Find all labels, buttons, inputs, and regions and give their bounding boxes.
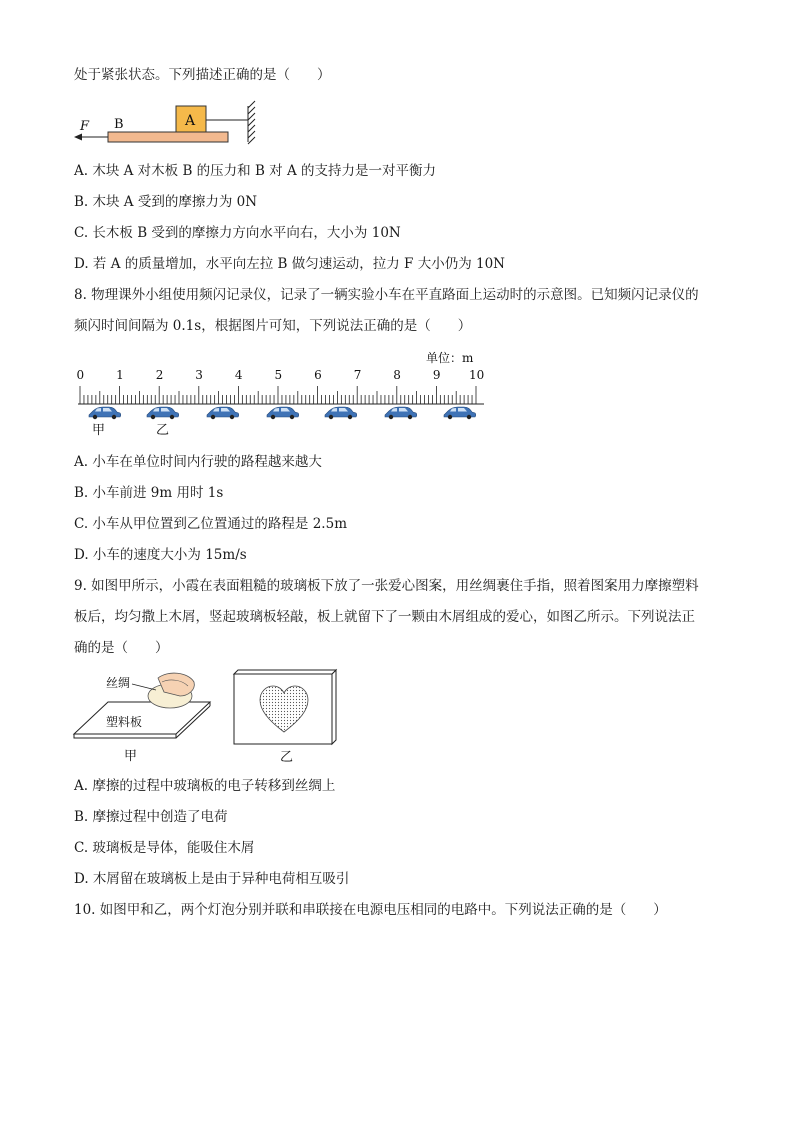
hand-with-silk bbox=[148, 673, 194, 708]
glass-plate-side bbox=[332, 670, 336, 744]
q9-figure-jia bbox=[72, 668, 214, 764]
q8-option-d: D. 小车的速度大小为 15m/s bbox=[74, 547, 247, 563]
q8-option-a: A. 小车在单位时间内行驶的路程越来越大 bbox=[74, 454, 322, 470]
label-a: A bbox=[185, 113, 196, 129]
q9-option-d: D. 木屑留在玻璃板上是由于异种电荷相互吸引 bbox=[74, 871, 350, 887]
label-jia: 甲 bbox=[92, 423, 106, 438]
unit-label: 单位：m bbox=[426, 351, 474, 365]
force-arrow-head bbox=[74, 134, 82, 141]
q7-option-b: B. 木块 A 受到的摩擦力为 0N bbox=[74, 194, 258, 210]
ruler-tick-label: 3 bbox=[195, 368, 203, 382]
label-b: B bbox=[114, 117, 124, 132]
car-icon bbox=[325, 407, 357, 419]
wall-hatch bbox=[248, 101, 255, 144]
q7-option-c: C. 长木板 B 受到的摩擦力方向水平向右，大小为 10N bbox=[74, 225, 401, 241]
q9-figure-yi bbox=[232, 668, 340, 766]
ruler-tick-label: 2 bbox=[155, 368, 164, 382]
q10-stem: 10. 如图甲和乙，两个灯泡分别并联和串联接在电源电压相同的电路中。下列说法正确的是（ ） bbox=[74, 902, 667, 918]
q8-stem-line1: 8. 物理课外小组使用频闪记录仪，记录了一辆实验小车在平直路面上运动时的示意图。已知频闪记录仪的 bbox=[74, 287, 699, 303]
ruler-tick-label: 6 bbox=[314, 368, 322, 382]
q9-stem-line1: 9. 如图甲所示，小霞在表面粗糙的玻璃板下放了一张爱心图案，用丝绸裹住手指，照着图案用力摩擦塑料 bbox=[74, 578, 699, 594]
board-b bbox=[108, 132, 228, 142]
plate-edge bbox=[74, 734, 176, 738]
ruler-tick-label: 0 bbox=[76, 368, 85, 382]
car-icon bbox=[385, 407, 417, 419]
car-icon bbox=[89, 407, 121, 419]
car-icon bbox=[267, 407, 299, 419]
ruler-tick-label: 8 bbox=[393, 368, 401, 382]
ruler-tick-label: 7 bbox=[353, 368, 362, 382]
ruler-tick-label: 10 bbox=[469, 368, 485, 382]
q8-option-b: B. 小车前进 9m 用时 1s bbox=[74, 485, 224, 501]
label-f: F bbox=[80, 119, 90, 134]
q9-stem-line3: 确的是（ ） bbox=[74, 640, 169, 656]
ruler-tick-label: 4 bbox=[234, 368, 243, 382]
ruler-tick-label: 9 bbox=[432, 368, 441, 382]
q7-figure-block-board bbox=[72, 100, 262, 152]
label-silk: 丝绸 bbox=[106, 676, 131, 690]
q9-option-c: C. 玻璃板是导体，能吸住木屑 bbox=[74, 840, 255, 856]
q7-option-a: A. 木块 A 对木板 B 的压力和 B 对 A 的支持力是一对平衡力 bbox=[74, 163, 437, 179]
ruler-tick-label: 5 bbox=[274, 368, 283, 382]
q9-option-b: B. 摩擦过程中创造了电荷 bbox=[74, 809, 228, 825]
car-icon bbox=[207, 407, 239, 419]
q7-option-d: D. 若 A 的质量增加，水平向左拉 B 做匀速运动，拉力 F 大小仍为 10N bbox=[74, 256, 505, 272]
q7-stem: 处于紧张状态。下列描述正确的是（ ） bbox=[74, 67, 331, 83]
q9-stem-line2: 板后，均匀撒上木屑，竖起玻璃板轻敲，板上就留下了一颗由木屑组成的爱心，如图乙所示。下列说法正 bbox=[74, 609, 695, 625]
q8-stem-line2: 频闪时间间隔为 0.1s，根据图片可知，下列说法正确的是（ ） bbox=[74, 318, 472, 334]
label-yi: 乙 bbox=[280, 750, 294, 765]
q9-option-a: A. 摩擦的过程中玻璃板的电子转移到丝绸上 bbox=[74, 778, 336, 794]
car-icon bbox=[147, 407, 179, 419]
car-icon bbox=[444, 407, 476, 419]
label-jia: 甲 bbox=[124, 749, 138, 764]
q8-option-c: C. 小车从甲位置到乙位置通过的路程是 2.5m bbox=[74, 516, 347, 532]
label-yi: 乙 bbox=[156, 423, 170, 438]
label-plate: 塑料板 bbox=[106, 715, 143, 729]
ruler-tick-label: 1 bbox=[116, 368, 124, 382]
q8-figure-ruler bbox=[70, 348, 490, 440]
